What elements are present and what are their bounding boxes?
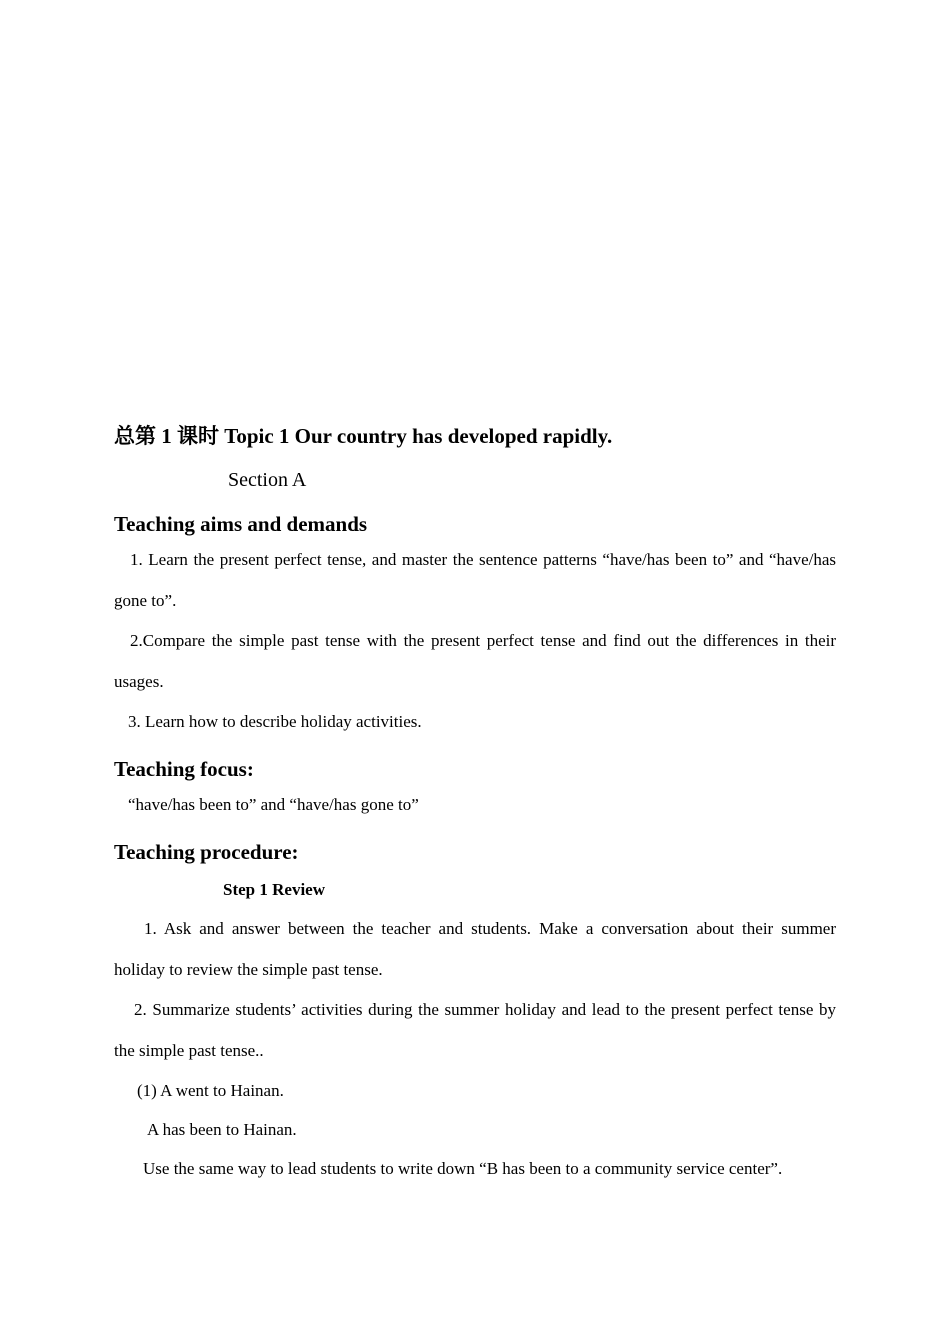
- document-body: [114, 420, 836, 1190]
- step-item: 2. Summarize students’ activities during the summer holiday and lead to the present perfect tense by the simple past tense..: [114, 1000, 836, 1060]
- procedure-heading: Teaching procedure:: [114, 840, 299, 864]
- step-1-title: Step 1 Review: [223, 880, 325, 899]
- section-label: Section A: [228, 469, 307, 491]
- aims-heading: Teaching aims and demands: [114, 512, 368, 536]
- aim-item: 1. Learn the present perfect tense, and master the sentence patterns “have/has been to” and “have/has gone to”.: [114, 550, 836, 610]
- closing-paragraph: Use the same way to lead students to write down “B has been to a community service center”.: [143, 1159, 783, 1178]
- step-item: 1. Ask and answer between the teacher and students. Make a conversation about their summer holiday to review the simple past tense.: [114, 919, 836, 979]
- focus-text: “have/has been to” and “have/has gone to”: [128, 795, 419, 814]
- example-sentence: (1) A went to Hainan.: [137, 1081, 284, 1100]
- focus-heading: Teaching focus:: [114, 757, 254, 781]
- example-sentence: A has been to Hainan.: [147, 1120, 297, 1139]
- lesson-title: 总第 1 课时 Topic 1 Our country has developed rapidly.: [114, 424, 613, 448]
- aim-item: 3. Learn how to describe holiday activities.: [128, 712, 422, 731]
- aim-item: 2.Compare the simple past tense with the present perfect tense and find out the differences in their usages.: [114, 631, 836, 691]
